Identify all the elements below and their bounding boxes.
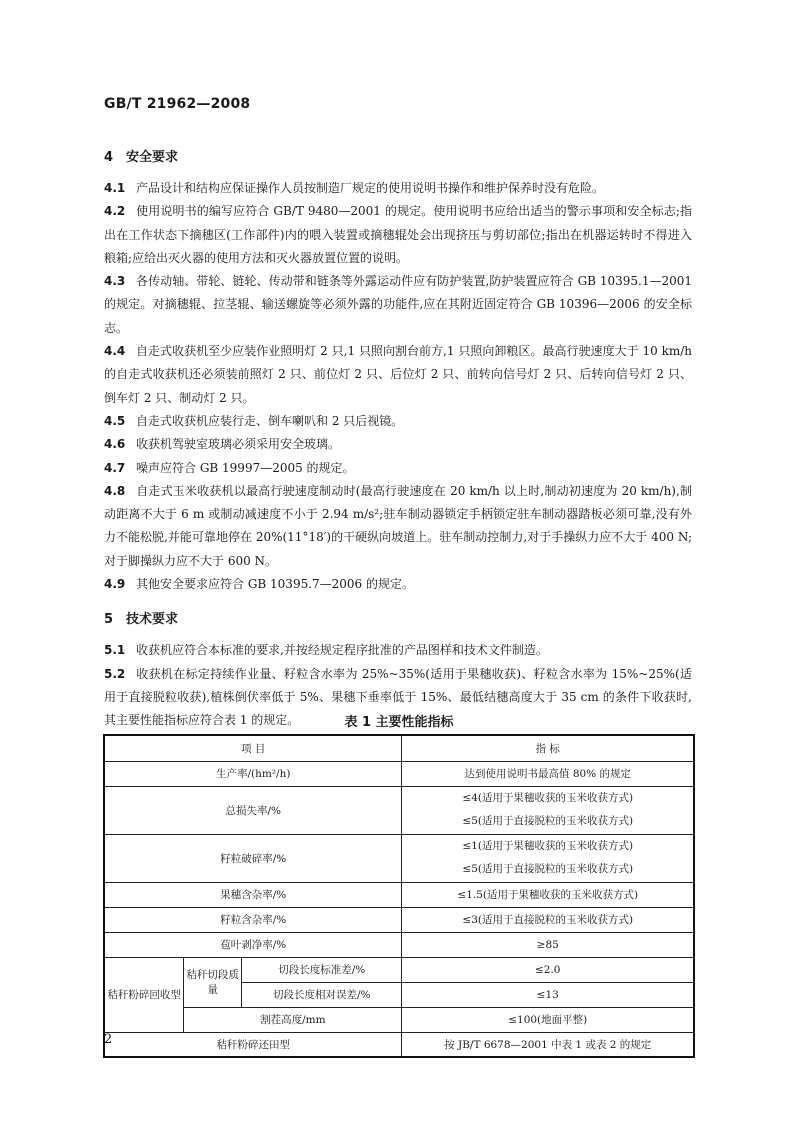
row-value: 达到使用说明书最高值 80% 的规定 <box>402 761 694 786</box>
clause-4-9 <box>104 573 692 596</box>
table-row <box>104 786 694 834</box>
clause-text: 收获机在标定持续作业量、籽粒含水率为 25%~35%(适用于果穗收获)、籽粒含水率为 15%~25%(适用于直接脱粒收获),植株倒伏率低于 5%、果穗下垂率低于 15%、最低结穗高度大于 35 cm 的条件下收获时,其主要性能指标应符合表 1 的规定。 <box>104 666 692 728</box>
clause-4-3 <box>104 270 692 340</box>
clause-4-1 <box>104 177 692 200</box>
row-label: 秸秆粉碎还田型 <box>104 1032 402 1057</box>
standard-code-header: GB/T 21962—2008 <box>104 96 251 112</box>
clause-text: 自走式收获机至少应装作业照明灯 2 只,1 只照向割台前方,1 只照向卸粮区。最高行驶速度大于 10 km/h 的自走式收获机还必须装前照灯 2 只、前位灯 2 只、后位灯 2 只、前转向信号灯 2 只、后转向信号灯 2 只、倒车灯 2 只、制动灯 2 只。 <box>104 344 692 405</box>
clause-text: 噪声应符合 GB 19997—2005 的规定。 <box>136 460 355 475</box>
clause-text: 收获机应符合本标准的要求,并按经规定程序批准的产品图样和技术文件制造。 <box>136 643 548 658</box>
clause-text: 其他安全要求应符合 GB 10395.7—2006 的规定。 <box>136 577 415 592</box>
performance-table <box>103 734 695 1058</box>
table-row <box>104 932 694 957</box>
row-label: 果穗含杂率/% <box>104 882 402 907</box>
clause-number: 4.1 <box>104 181 126 195</box>
clause-number: 4.9 <box>104 577 126 592</box>
row-label: 切段长度标准差/% <box>242 957 402 982</box>
table-header-row <box>104 735 694 761</box>
table-row <box>104 761 694 786</box>
row-value <box>402 786 694 834</box>
clause-5-1 <box>104 639 692 662</box>
document-body <box>104 146 692 733</box>
header-index: 指 标 <box>402 735 694 761</box>
section-5-heading <box>104 608 692 631</box>
clause-text: 自走式收获机应装行走、倒车喇叭和 2 只后视镜。 <box>136 413 404 428</box>
clause-number: 4.4 <box>104 344 126 359</box>
clause-4-8 <box>104 480 692 573</box>
table-row <box>104 882 694 907</box>
row-value: ≤100(地面平整) <box>402 1007 694 1032</box>
row-label: 籽粒破碎率/% <box>104 834 402 882</box>
clause-4-7 <box>104 457 692 480</box>
table-caption: 表 1 主要性能指标 <box>344 715 454 730</box>
section-number: 4 <box>104 150 114 165</box>
row-label: 总损失率/% <box>104 786 402 834</box>
clause-4-2 <box>104 200 692 270</box>
row-label: 割茬高度/mm <box>184 1007 402 1032</box>
table-row <box>104 957 694 982</box>
row-label: 苞叶剥净率/% <box>104 932 402 957</box>
subgroup-label: 秸秆切段质量 <box>184 957 242 1007</box>
clause-number: 4.6 <box>104 437 126 452</box>
clause-number: 5.2 <box>104 666 126 681</box>
clause-4-4 <box>104 340 692 410</box>
row-value: ≤13 <box>402 982 694 1007</box>
clause-text: 自走式玉米收获机以最高行驶速度制动时(最高行驶速度在 20 km/h 以上时,制动初速度为 20 km/h),制动距离不大于 6 m 或制动减速度不小于 2.94 m/s²;驻车制动器锁定手柄锁定驻车制动器踏板必须可靠,没有外力不能松脱,并能可靠地停在 20%(11°18′)的干硬纵向坡道上。驻车制动控制力,对于手操纵力应不大于 400 N;对于脚操纵力应不大于 600 N。 <box>104 483 692 568</box>
row-value: ≤2.0 <box>402 957 694 982</box>
row-label: 籽粒含杂率/% <box>104 907 402 932</box>
clause-text: 收获机驾驶室玻璃必须采用安全玻璃。 <box>136 437 341 452</box>
value-line: ≤1(适用于果穗收获的玉米收获方式) <box>462 840 634 852</box>
clause-text: 产品设计和结构应保证操作人员按制造厂规定的使用说明书操作和维护保养时没有危险。 <box>136 181 605 195</box>
row-value <box>402 834 694 882</box>
clause-4-6 <box>104 433 692 456</box>
clause-text: 使用说明书的编写应符合 GB/T 9480—2001 的规定。使用说明书应给出适当的警示事项和安全标志;指出在工作状态下摘穗区(工作部件)内的喂入装置或摘穗辊处会出现挤压与剪切部位;指出在机器运转时不得进入粮箱;应给出灭火器的使用方法和灭火器放置位置的说明。 <box>104 204 692 265</box>
value-line: ≤5(适用于直接脱粒的玉米收获方式) <box>462 863 634 875</box>
row-value: ≥85 <box>402 932 694 957</box>
clause-number: 4.3 <box>104 274 126 289</box>
clause-number: 5.1 <box>104 643 126 658</box>
section-title: 安全要求 <box>126 150 179 165</box>
row-value: ≤1.5(适用于果穗收获的玉米收获方式) <box>402 882 694 907</box>
row-value: ≤3(适用于直接脱粒的玉米收获方式) <box>402 907 694 932</box>
table-row <box>104 1007 694 1032</box>
page-number: 2 <box>104 1032 113 1047</box>
section-4-heading <box>104 146 692 169</box>
section-title: 技术要求 <box>126 612 179 628</box>
table-row <box>104 907 694 932</box>
header-item: 项 目 <box>104 735 402 761</box>
value-line: ≤4(适用于果穗收获的玉米收获方式) <box>462 792 634 804</box>
row-label: 切段长度相对误差/% <box>242 982 402 1007</box>
row-value: 按 JB/T 6678—2001 中表 1 或表 2 的规定 <box>402 1032 694 1057</box>
table-row <box>104 834 694 882</box>
clause-number: 4.2 <box>104 204 126 219</box>
section-number: 5 <box>104 612 114 628</box>
clause-number: 4.8 <box>104 483 126 498</box>
clause-4-5 <box>104 410 692 433</box>
group-label: 秸秆粉碎回收型 <box>104 957 184 1032</box>
clause-number: 4.7 <box>104 460 126 475</box>
row-label: 生产率/(hm²/h) <box>104 761 402 786</box>
value-line: ≤5(适用于直接脱粒的玉米收获方式) <box>462 815 634 827</box>
clause-number: 4.5 <box>104 413 126 428</box>
clause-text: 各传动轴、带轮、链轮、传动带和链条等外露运动件应有防护装置,防护装置应符合 GB 10395.1—2001 的规定。对摘穗辊、拉茎辊、输送螺旋等必须外露的功能件,应在其附近固定符合 GB 10396—2006 的安全标志。 <box>104 274 692 335</box>
table-row <box>104 1032 694 1057</box>
